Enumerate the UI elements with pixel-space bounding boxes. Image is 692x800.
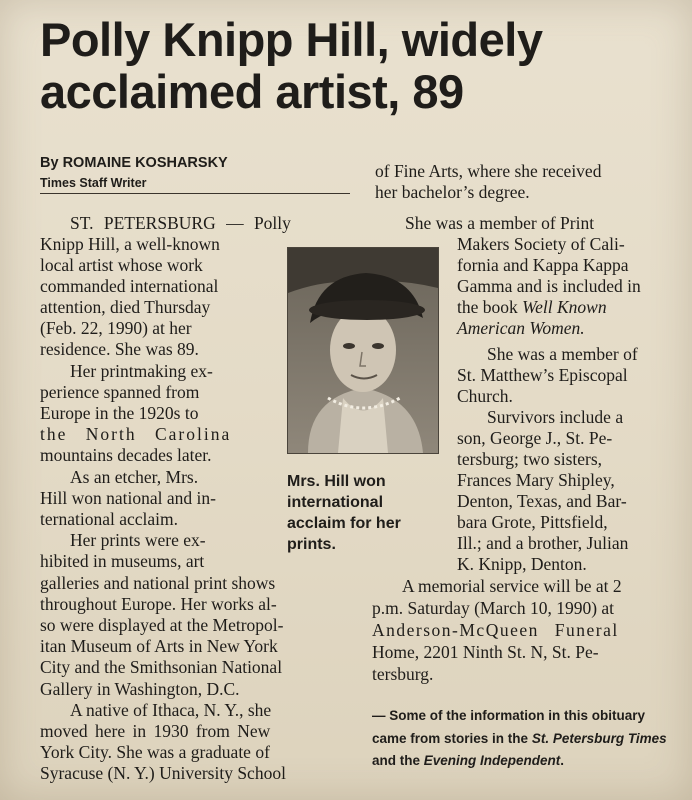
- text-line: her bachelor’s degree.: [375, 182, 530, 202]
- text-line: Denton, Texas, and Bar-: [457, 491, 627, 511]
- source-note: [372, 705, 682, 773]
- text-line: She was a member of Print: [405, 213, 595, 233]
- text-line: hibited in museums, art: [40, 551, 205, 571]
- text-line: fornia and Kappa Kappa: [457, 255, 629, 275]
- text-line: Her prints were ex-: [70, 530, 206, 550]
- text-line: Ill.; and a brother, Julian: [457, 533, 629, 553]
- publication-name: Evening Independent: [423, 753, 561, 768]
- headline-line-2: acclaimed artist, 89: [40, 65, 464, 118]
- text-line: Survivors include a: [487, 407, 624, 427]
- text-line: p.m. Saturday (March 10, 1990) at: [372, 598, 615, 618]
- text-line: (Feb. 22, 1990) at her: [40, 318, 192, 338]
- text-line: perience spanned from: [40, 382, 200, 402]
- text-line: galleries and national print shows: [40, 573, 276, 593]
- text-line: mountains decades later.: [40, 445, 212, 465]
- text-line: A memorial service will be at 2: [402, 576, 622, 596]
- text-line: of Fine Arts, where she received: [375, 161, 602, 181]
- staff-writer-label: Times Staff Writer: [40, 176, 147, 190]
- byline: By ROMAINE KOSHARSKY: [40, 155, 228, 171]
- text-line: residence. She was 89.: [40, 339, 199, 359]
- text-line: itan Museum of Arts in New York: [40, 636, 278, 656]
- text-line: Makers Society of Cali-: [457, 234, 625, 254]
- text-line: commanded international: [40, 276, 219, 296]
- woman-portrait-image: [288, 248, 438, 453]
- text-line: the book Well Known: [457, 297, 607, 317]
- text-line: Syracuse (N. Y.) University School: [40, 763, 286, 783]
- text-line: York City. She was a graduate of: [40, 742, 270, 762]
- text-line: A native of Ithaca, N. Y., she: [70, 700, 272, 720]
- text-line: tersburg.: [372, 664, 434, 684]
- text-line: Gamma and is included in: [457, 276, 641, 296]
- publication-name: St. Petersburg Times: [531, 730, 667, 746]
- text-line: City and the Smithsonian National: [40, 657, 283, 677]
- text-line: son, George J., St. Pe-: [457, 428, 613, 448]
- text-line: tersburg; two sisters,: [457, 449, 603, 469]
- source-note-text: — Some of the information in this obituary came from stories in the: [372, 708, 646, 746]
- byline-rule: [40, 193, 350, 194]
- text-line: Gallery in Washington, D.C.: [40, 679, 240, 699]
- text-line: Frances Mary Shipley,: [457, 470, 615, 490]
- text-line: so were displayed at the Metropol-: [40, 615, 284, 635]
- text-line: K. Knipp, Denton.: [457, 554, 587, 574]
- text-line: Europe in the 1920s to: [40, 403, 199, 423]
- text-line: St. Matthew’s Episcopal: [457, 365, 628, 385]
- text-line: American Women.: [457, 318, 585, 338]
- source-note-text: .: [560, 753, 565, 768]
- portrait-photo: [287, 247, 439, 454]
- photo-caption: Mrs. Hill won international acclaim for her prints.: [287, 473, 401, 553]
- text-line: As an etcher, Mrs.: [70, 467, 199, 487]
- text-line: local artist whose work: [40, 255, 203, 275]
- text-line: moved here in 1930 from New: [40, 721, 271, 741]
- text-line: She was a member of: [487, 344, 638, 364]
- text-line: attention, died Thursday: [40, 297, 211, 317]
- text-line: Church.: [457, 386, 513, 406]
- text-line: bara Grote, Pittsfield,: [457, 512, 608, 532]
- text-line: the North Carolina: [40, 424, 232, 444]
- text-line: ternational acclaim.: [40, 509, 178, 529]
- text-line: Hill won national and in-: [40, 488, 216, 508]
- text-line: Anderson-McQueen Funeral: [372, 620, 619, 640]
- headline: [40, 14, 690, 118]
- text-line: Home, 2201 Ninth St. N, St. Pe-: [372, 642, 599, 662]
- source-note-text: and the: [372, 753, 424, 768]
- text-line: throughout Europe. Her works al-: [40, 594, 277, 614]
- headline-line-1: Polly Knipp Hill, widely: [40, 13, 543, 66]
- text-line: Her printmaking ex-: [70, 361, 213, 381]
- text-line: Knipp Hill, a well-known: [40, 234, 220, 254]
- text-line: ST. PETERSBURG — Polly: [70, 213, 291, 233]
